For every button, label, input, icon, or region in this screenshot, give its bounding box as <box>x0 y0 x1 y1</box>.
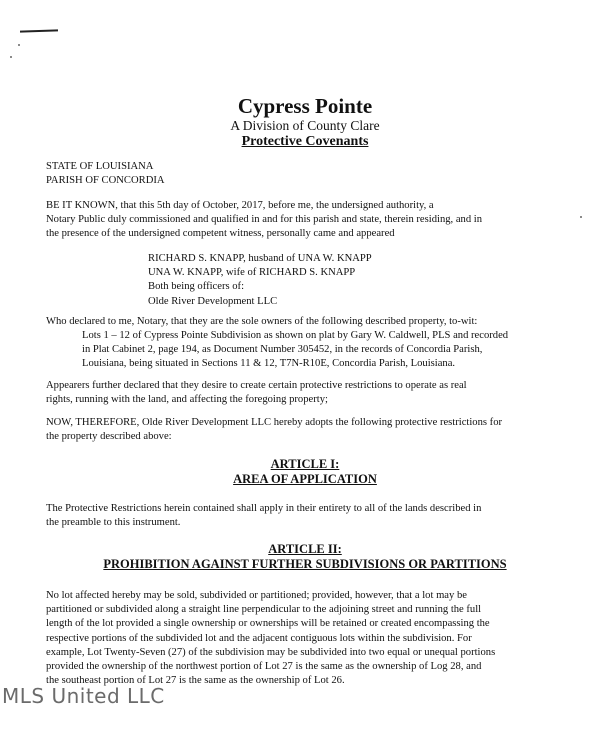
intro-line: BE IT KNOWN, that this 5th day of October, 2017, before me, the undersigned authority, a <box>46 200 434 211</box>
party-line: Olde River Development LLC <box>148 295 278 307</box>
article-2-line: length of the lot provided a single ownership or ownerships will be retained or created encompassing the <box>46 618 490 630</box>
party-line: UNA W. KNAPP, wife of RICHARD S. KNAPP <box>148 267 356 279</box>
article-1-body <box>46 502 481 530</box>
article-2-line: the southeast portion of Lot 27 is the same as the ownership of Lot 26. <box>46 675 345 687</box>
property-line: Lots 1 – 12 of Cypress Pointe Subdivision as shown on plat by Gary W. Caldwell, PLS and recorded <box>82 330 509 341</box>
appearers-line: Appearers further declared that they desire to create certain protective restrictions to operate as real <box>46 380 467 391</box>
article-1-line: the preamble to this instrument. <box>46 517 181 529</box>
scan-speck <box>18 44 20 46</box>
article-2-body <box>46 589 495 688</box>
party-line: Both being officers of: <box>148 281 245 293</box>
article-2-line: No lot affected hereby may be sold, subdivided or partitioned; provided, however, that a lot may be <box>46 590 467 601</box>
property-description <box>82 329 508 372</box>
property-line: in Plat Cabinet 2, page 194, as Document Number 305452, in the records of Concordia Parish, <box>82 344 483 356</box>
article-1-title: AREA OF APPLICATION <box>233 472 377 486</box>
venue-block <box>46 160 165 188</box>
intro-line: Notary Public duly commissioned and qualified in and for this parish and state, therein residing, and in <box>46 214 483 226</box>
property-line: Louisiana, being situated in Sections 11 & 12, T7N-R10E, Concordia Parish, Louisiana. <box>82 358 456 370</box>
venue-state: STATE OF LOUISIANA <box>46 161 154 172</box>
article-2-line: respective portions of the subdivided lot and the adjacent contiguous lots within the subdivision. For <box>46 632 472 644</box>
article-1-heading <box>0 457 610 487</box>
document-subtitle: A Division of County Clare <box>230 118 380 133</box>
declaration-line: Who declared to me, Notary, that they are the sole owners of the following described property, to-wit: <box>46 316 478 327</box>
appearers-line: rights, running with the land, and affecting the foregoing property; <box>46 394 328 406</box>
adoption-line: NOW, THEREFORE, Olde River Development LLC hereby adopts the following protective restrictions for <box>46 417 503 428</box>
intro-line: the presence of the undersigned competent witness, personally came and appeared <box>46 228 395 240</box>
article-1-line: The Protective Restrictions herein contained shall apply in their entirety to all of the lands described in <box>46 503 482 514</box>
adoption-paragraph <box>46 416 502 444</box>
intro-paragraph <box>46 199 482 242</box>
article-2-heading <box>0 542 610 572</box>
venue-parish: PARISH OF CONCORDIA <box>46 175 165 187</box>
document-heading: Protective Covenants <box>241 134 369 149</box>
article-1-number: ARTICLE I: <box>270 457 340 471</box>
article-2-line: provided the ownership of the northwest portion of Lot 27 is the same as the ownership of Log 28, and <box>46 661 482 673</box>
article-2-line: partitioned or subdivided along a straight line perpendicular to the adjoining street and running the full <box>46 604 482 616</box>
mls-watermark: MLS United LLC <box>2 684 165 708</box>
pen-mark <box>20 29 58 32</box>
article-2-number: ARTICLE II: <box>268 542 342 556</box>
parties-block <box>148 252 372 309</box>
adoption-line: the property described above: <box>46 431 172 443</box>
appearers-paragraph <box>46 379 467 407</box>
scan-speck <box>10 56 12 58</box>
scan-speck <box>580 216 582 218</box>
party-line: RICHARD S. KNAPP, husband of UNA W. KNAPP <box>148 253 372 264</box>
article-2-title: PROHIBITION AGAINST FURTHER SUBDIVISIONS OR PARTITIONS <box>103 557 507 571</box>
article-2-line: example, Lot Twenty-Seven (27) of the subdivision may be subdivided into two equal or unequal portions <box>46 646 496 658</box>
document-title: Cypress Pointe <box>237 94 373 118</box>
